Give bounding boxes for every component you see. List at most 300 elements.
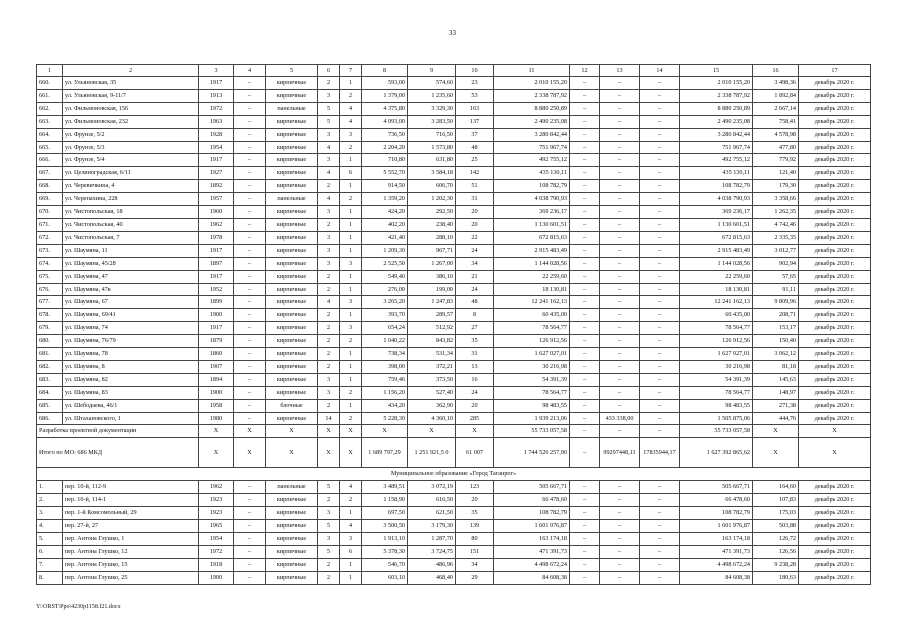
table-cell: – xyxy=(570,438,600,468)
table-cell: 3 329,30 xyxy=(408,102,456,115)
table-cell: 3 xyxy=(318,244,340,257)
table-cell: 663. xyxy=(37,115,63,128)
table-cell: 9 809,96 xyxy=(753,296,799,309)
table-cell: 4 038 790,93 xyxy=(680,193,753,206)
address-cell: ул. Шебодаева, 46/1 xyxy=(63,399,199,412)
building-rows-part-1 xyxy=(37,77,871,425)
table-cell: 492 755,12 xyxy=(680,154,753,167)
table-cell: 5 xyxy=(318,545,340,558)
table-row xyxy=(37,507,871,520)
table-cell: – xyxy=(570,206,600,219)
table-cell: 20 xyxy=(456,206,494,219)
table-cell: 148,97 xyxy=(753,386,799,399)
column-number-row xyxy=(37,65,871,77)
table-cell: 2 xyxy=(318,77,340,90)
table-cell: 3 xyxy=(318,532,340,545)
column-number: 13 xyxy=(600,65,640,77)
table-cell: 1 601 976,87 xyxy=(680,520,753,533)
table-cell: 667. xyxy=(37,167,63,180)
address-cell: ул. Шаумяна, 78 xyxy=(63,348,199,361)
table-cell: 1 505 875,06 xyxy=(680,412,753,425)
table-cell: 686. xyxy=(37,412,63,425)
table-cell: – xyxy=(640,77,680,90)
address-cell: ул. Шаумяна, 45/28 xyxy=(63,257,199,270)
table-cell: 1 xyxy=(340,218,362,231)
table-cell: 2 xyxy=(318,360,340,373)
table-cell: – xyxy=(640,115,680,128)
table-cell: – xyxy=(640,481,680,494)
table-cell: 1 209,30 xyxy=(362,244,408,257)
table-cell: кирпичные xyxy=(266,360,318,373)
table-cell: кирпичные xyxy=(266,115,318,128)
table-cell: – xyxy=(600,154,640,167)
table-cell: 1 744 526 257,90 xyxy=(494,438,570,468)
table-cell: – xyxy=(570,532,600,545)
table-cell: – xyxy=(600,102,640,115)
table-cell: 779,92 xyxy=(753,154,799,167)
table-cell: 4. xyxy=(37,520,63,533)
table-cell: – xyxy=(570,270,600,283)
table-cell: 1 689 797,29 xyxy=(362,438,408,468)
address-cell: ул. Шаумяна, 47 xyxy=(63,270,199,283)
table-cell: кирпичные xyxy=(266,283,318,296)
table-cell: 18 130,81 xyxy=(494,283,570,296)
table-cell: Х xyxy=(362,425,408,438)
table-cell: 751 967,74 xyxy=(494,141,570,154)
table-cell: 2 338 787,92 xyxy=(494,89,570,102)
table-row xyxy=(37,322,871,335)
table-cell: – xyxy=(570,218,600,231)
table-cell: декабрь 2020 г. xyxy=(799,322,871,335)
table-cell: 654,24 xyxy=(362,322,408,335)
table-cell: – xyxy=(640,167,680,180)
table-cell: – xyxy=(234,283,266,296)
table-cell: 55 733 057,58 xyxy=(680,425,753,438)
table-cell: – xyxy=(234,218,266,231)
table-cell: 670. xyxy=(37,206,63,219)
table-cell: 660. xyxy=(37,77,63,90)
table-cell: 435 130,11 xyxy=(494,167,570,180)
table-cell: – xyxy=(570,102,600,115)
table-cell: 471 391,73 xyxy=(680,545,753,558)
table-cell: кирпичные xyxy=(266,270,318,283)
table-cell: 3 584,18 xyxy=(408,167,456,180)
table-cell: 8 880 250,89 xyxy=(680,102,753,115)
table-cell: 13 xyxy=(456,360,494,373)
table-cell: 1 379,00 xyxy=(362,89,408,102)
table-cell: 1 xyxy=(340,77,362,90)
table-cell: Х xyxy=(753,425,799,438)
table-cell: декабрь 2020 г. xyxy=(799,257,871,270)
table-cell: 3 265,20 xyxy=(362,296,408,309)
table-cell: – xyxy=(234,102,266,115)
table-cell: – xyxy=(600,309,640,322)
table-cell: – xyxy=(640,206,680,219)
table-cell: 2 xyxy=(318,270,340,283)
table-cell: декабрь 2020 г. xyxy=(799,571,871,584)
address-cell: ул. Ульяновская, 35 xyxy=(63,77,199,90)
table-cell: 1980 xyxy=(199,412,234,425)
table-cell: 80 xyxy=(456,532,494,545)
column-number: 12 xyxy=(570,65,600,77)
table-cell: – xyxy=(570,283,600,296)
table-cell: 53 xyxy=(456,89,494,102)
table-cell: 1 xyxy=(340,399,362,412)
table-cell: кирпичные xyxy=(266,571,318,584)
table-cell: 1 359,20 xyxy=(362,193,408,206)
table-cell: 1 287,70 xyxy=(408,532,456,545)
table-cell: 22 259,60 xyxy=(494,270,570,283)
table-cell: – xyxy=(570,193,600,206)
total-label: Итого по МО: 686 МКД xyxy=(37,438,199,468)
table-cell: 434,20 xyxy=(362,399,408,412)
address-cell: ул. Фильмоновская, 156 xyxy=(63,102,199,115)
document-file-path: Y:\ORST\Ppo\4230p1158.f21.docx xyxy=(36,604,121,610)
table-cell: декабрь 2020 г. xyxy=(799,399,871,412)
table-cell: 3 xyxy=(318,128,340,141)
table-cell: 1917 xyxy=(199,154,234,167)
table-cell: – xyxy=(600,193,640,206)
table-cell: 1918 xyxy=(199,558,234,571)
table-cell: декабрь 2020 г. xyxy=(799,154,871,167)
table-cell: 3 xyxy=(340,532,362,545)
address-cell: пер. Антона Глушко, 15 xyxy=(63,558,199,571)
table-row xyxy=(37,412,871,425)
table-cell: – xyxy=(570,571,600,584)
table-cell: кирпичные xyxy=(266,167,318,180)
table-cell: 2 338 787,92 xyxy=(680,89,753,102)
table-cell: 4 742,46 xyxy=(753,218,799,231)
table-cell: 1 xyxy=(340,244,362,257)
table-cell: 1954 xyxy=(199,141,234,154)
table-cell: 2 xyxy=(318,399,340,412)
table-cell: 81,18 xyxy=(753,360,799,373)
table-cell: 3 xyxy=(318,154,340,167)
table-cell: 1899 xyxy=(199,296,234,309)
table-cell: 48 xyxy=(456,141,494,154)
table-cell: 20 xyxy=(456,494,494,507)
table-cell: 3 012,77 xyxy=(753,244,799,257)
table-cell: 372,21 xyxy=(408,360,456,373)
table-cell: 31 xyxy=(456,348,494,361)
table-cell: декабрь 2020 г. xyxy=(799,494,871,507)
table-cell: – xyxy=(570,180,600,193)
table-cell: 3 xyxy=(318,373,340,386)
table-cell: – xyxy=(600,77,640,90)
table-cell: 5 228,30 xyxy=(362,412,408,425)
table-cell: декабрь 2020 г. xyxy=(799,335,871,348)
table-cell: декабрь 2020 г. xyxy=(799,77,871,90)
table-cell: 3 xyxy=(318,89,340,102)
table-cell: 151 xyxy=(456,545,494,558)
table-cell: – xyxy=(234,322,266,335)
table-cell: 393,70 xyxy=(362,309,408,322)
table-cell: – xyxy=(600,141,640,154)
table-row xyxy=(37,296,871,309)
address-cell: ул. Штахановского, 1 xyxy=(63,412,199,425)
table-cell: 1897 xyxy=(199,257,234,270)
table-cell: 1. xyxy=(37,481,63,494)
table-cell: кирпичные xyxy=(266,296,318,309)
table-cell: 435 130,11 xyxy=(680,167,753,180)
table-cell: 24 xyxy=(456,386,494,399)
table-row xyxy=(37,206,871,219)
table-cell: 672 815,63 xyxy=(680,231,753,244)
table-cell: 2 xyxy=(318,218,340,231)
table-cell: декабрь 2020 г. xyxy=(799,89,871,102)
address-cell: ул. Шаумяна, 67 xyxy=(63,296,199,309)
table-cell: 710,80 xyxy=(362,154,408,167)
table-cell: 424,20 xyxy=(362,206,408,219)
table-cell: – xyxy=(570,257,600,270)
table-cell: – xyxy=(600,425,640,438)
table-cell: кирпичные xyxy=(266,494,318,507)
table-row xyxy=(37,309,871,322)
table-cell: 606,70 xyxy=(408,180,456,193)
table-cell: 546,70 xyxy=(362,558,408,571)
table-cell: 668. xyxy=(37,180,63,193)
table-cell: 1978 xyxy=(199,231,234,244)
table-cell: – xyxy=(570,425,600,438)
table-cell: 1900 xyxy=(199,309,234,322)
table-cell: Х xyxy=(408,425,456,438)
table-cell: 1952 xyxy=(199,283,234,296)
table-cell: 163 174,18 xyxy=(680,532,753,545)
table-cell: декабрь 2020 г. xyxy=(799,193,871,206)
table-cell: 1 040,22 xyxy=(362,335,408,348)
table-cell: – xyxy=(570,89,600,102)
table-cell: – xyxy=(570,154,600,167)
address-cell: ул. Шаумяна, 76/79 xyxy=(63,335,199,348)
table-cell: – xyxy=(234,507,266,520)
table-cell: 2 915 483,49 xyxy=(494,244,570,257)
building-rows-part-2 xyxy=(37,481,871,584)
address-cell: ул. Шаумяна, 69/41 xyxy=(63,309,199,322)
table-cell: 2 xyxy=(340,335,362,348)
table-cell: – xyxy=(234,154,266,167)
table-cell: 4 xyxy=(340,102,362,115)
table-cell: – xyxy=(570,322,600,335)
table-cell: 2 010 155,20 xyxy=(494,77,570,90)
table-cell: 505 667,71 xyxy=(680,481,753,494)
table-cell: 208,71 xyxy=(753,309,799,322)
table-cell: – xyxy=(640,257,680,270)
table-cell: 1892 xyxy=(199,180,234,193)
table-cell: – xyxy=(570,141,600,154)
table-cell: 398,00 xyxy=(362,360,408,373)
table-cell: декабрь 2020 г. xyxy=(799,348,871,361)
table-cell: 3 500,50 xyxy=(362,520,408,533)
table-cell: – xyxy=(234,335,266,348)
table-cell: 1957 xyxy=(199,193,234,206)
table-row xyxy=(37,231,871,244)
table-cell: 1900 xyxy=(199,571,234,584)
table-cell: 27 xyxy=(456,322,494,335)
address-cell: пер. 1-й Комсомольный, 29 xyxy=(63,507,199,520)
table-row xyxy=(37,141,871,154)
table-cell: декабрь 2020 г. xyxy=(799,244,871,257)
table-cell: 2 667,14 xyxy=(753,102,799,115)
table-cell: 5 378,30 xyxy=(362,545,408,558)
table-cell: 126,56 xyxy=(753,545,799,558)
table-cell: – xyxy=(600,558,640,571)
table-cell: 1917 xyxy=(199,322,234,335)
table-row xyxy=(37,360,871,373)
table-cell: – xyxy=(234,128,266,141)
column-number: 14 xyxy=(640,65,680,77)
table-cell: 91,11 xyxy=(753,283,799,296)
address-cell: ул. Шаумяна, 11 xyxy=(63,244,199,257)
table-cell: 369 236,17 xyxy=(494,206,570,219)
table-cell: 34 xyxy=(456,257,494,270)
table-cell: – xyxy=(640,154,680,167)
address-cell: ул. Ульяновская, 9-11/7 xyxy=(63,89,199,102)
table-cell: – xyxy=(570,399,600,412)
table-cell: кирпичные xyxy=(266,322,318,335)
table-cell: 126,72 xyxy=(753,532,799,545)
table-cell: 2 xyxy=(318,335,340,348)
table-cell: – xyxy=(570,335,600,348)
table-cell: Х xyxy=(234,438,266,468)
table-cell: 2 xyxy=(340,386,362,399)
table-cell: 433 338,00 xyxy=(600,412,640,425)
table-cell: 2 xyxy=(318,180,340,193)
table-cell: кирпичные xyxy=(266,373,318,386)
table-cell: – xyxy=(600,206,640,219)
table-cell: 20 xyxy=(456,399,494,412)
address-cell: ул. Шаумяна, 83 xyxy=(63,386,199,399)
table-cell: – xyxy=(640,102,680,115)
table-cell: 675. xyxy=(37,270,63,283)
table-cell: 3. xyxy=(37,507,63,520)
table-cell: декабрь 2020 г. xyxy=(799,231,871,244)
table-row xyxy=(37,386,871,399)
table-cell: 78 564,77 xyxy=(494,322,570,335)
table-cell: – xyxy=(600,335,640,348)
column-number: 6 xyxy=(318,65,340,77)
table-cell: 108 782,79 xyxy=(494,180,570,193)
address-cell: пер. 27-й, 27 xyxy=(63,520,199,533)
table-cell: 4 038 790,93 xyxy=(494,193,570,206)
table-cell: 503,88 xyxy=(753,520,799,533)
table-cell: Х xyxy=(234,425,266,438)
table-cell: декабрь 2020 г. xyxy=(799,270,871,283)
table-row xyxy=(37,244,871,257)
table-cell: – xyxy=(234,386,266,399)
table-cell: кирпичные xyxy=(266,141,318,154)
table-cell: – xyxy=(234,180,266,193)
table-cell: 3 xyxy=(340,296,362,309)
column-number: 5 xyxy=(266,65,318,77)
table-cell: 1 247,83 xyxy=(408,296,456,309)
address-cell: ул. Шаумяна, 82 xyxy=(63,373,199,386)
table-cell: – xyxy=(600,180,640,193)
table-cell: 492 755,12 xyxy=(494,154,570,167)
table-cell: 1 xyxy=(340,360,362,373)
table-row xyxy=(37,481,871,494)
table-cell: 1 156,20 xyxy=(362,386,408,399)
table-cell: 1972 xyxy=(199,545,234,558)
table-cell: 2 335,35 xyxy=(753,231,799,244)
table-row xyxy=(37,218,871,231)
table-cell: кирпичные xyxy=(266,386,318,399)
table-cell: – xyxy=(640,296,680,309)
table-row xyxy=(37,571,871,584)
table-cell: 3 062,12 xyxy=(753,348,799,361)
table-cell: кирпичные xyxy=(266,507,318,520)
table-cell: декабрь 2020 г. xyxy=(799,102,871,115)
table-cell: 3 179,30 xyxy=(408,520,456,533)
table-cell: 12 241 162,13 xyxy=(680,296,753,309)
table-cell: 6 xyxy=(340,545,362,558)
table-cell: 678. xyxy=(37,309,63,322)
address-cell: ул. Фрунзе, 5/4 xyxy=(63,154,199,167)
table-cell: 661. xyxy=(37,89,63,102)
table-cell: – xyxy=(600,257,640,270)
table-cell: 1 xyxy=(340,206,362,219)
table-cell: 2 490 235,08 xyxy=(680,115,753,128)
table-cell: 1962 xyxy=(199,218,234,231)
design-documentation-label: Разработка проектной документации xyxy=(37,425,199,438)
table-cell: 751 967,74 xyxy=(680,141,753,154)
table-cell: 1860 xyxy=(199,348,234,361)
table-cell: – xyxy=(234,494,266,507)
table-cell: 1 xyxy=(340,270,362,283)
table-cell: 4 498 672,24 xyxy=(494,558,570,571)
table-cell: 1879 xyxy=(199,335,234,348)
table-cell: – xyxy=(600,360,640,373)
table-cell: 4 360,10 xyxy=(408,412,456,425)
table-cell: 3 283,50 xyxy=(408,115,456,128)
table-cell: – xyxy=(600,520,640,533)
table-cell: – xyxy=(234,77,266,90)
table-cell: – xyxy=(234,231,266,244)
table-cell: – xyxy=(570,545,600,558)
table-cell: 60 435,00 xyxy=(494,309,570,322)
table-cell: – xyxy=(640,244,680,257)
table-cell: 505 667,71 xyxy=(494,481,570,494)
table-cell: 34 xyxy=(456,558,494,571)
table-cell: Х xyxy=(266,438,318,468)
table-cell: кирпичные xyxy=(266,558,318,571)
table-cell: – xyxy=(640,558,680,571)
table-row xyxy=(37,128,871,141)
column-number: 15 xyxy=(680,65,753,77)
table-cell: 1 144 028,56 xyxy=(680,257,753,270)
table-cell: – xyxy=(234,141,266,154)
table-cell: – xyxy=(640,335,680,348)
table-cell: – xyxy=(600,231,640,244)
table-cell: 60 435,00 xyxy=(680,309,753,322)
table-row xyxy=(37,270,871,283)
table-cell: панельные xyxy=(266,193,318,206)
table-cell: – xyxy=(570,231,600,244)
table-cell: – xyxy=(640,412,680,425)
table-cell: – xyxy=(640,386,680,399)
table-cell: – xyxy=(640,322,680,335)
table-row xyxy=(37,494,871,507)
table-cell: 1 xyxy=(340,231,362,244)
table-cell: – xyxy=(600,571,640,584)
table-cell: 271,38 xyxy=(753,399,799,412)
table-cell: 126 912,56 xyxy=(680,335,753,348)
table-cell: 108 782,79 xyxy=(680,507,753,520)
table-cell: 199,00 xyxy=(408,283,456,296)
table-cell: – xyxy=(640,193,680,206)
table-cell: декабрь 2020 г. xyxy=(799,412,871,425)
table-cell: 30 216,98 xyxy=(494,360,570,373)
table-cell: кирпичные xyxy=(266,412,318,425)
